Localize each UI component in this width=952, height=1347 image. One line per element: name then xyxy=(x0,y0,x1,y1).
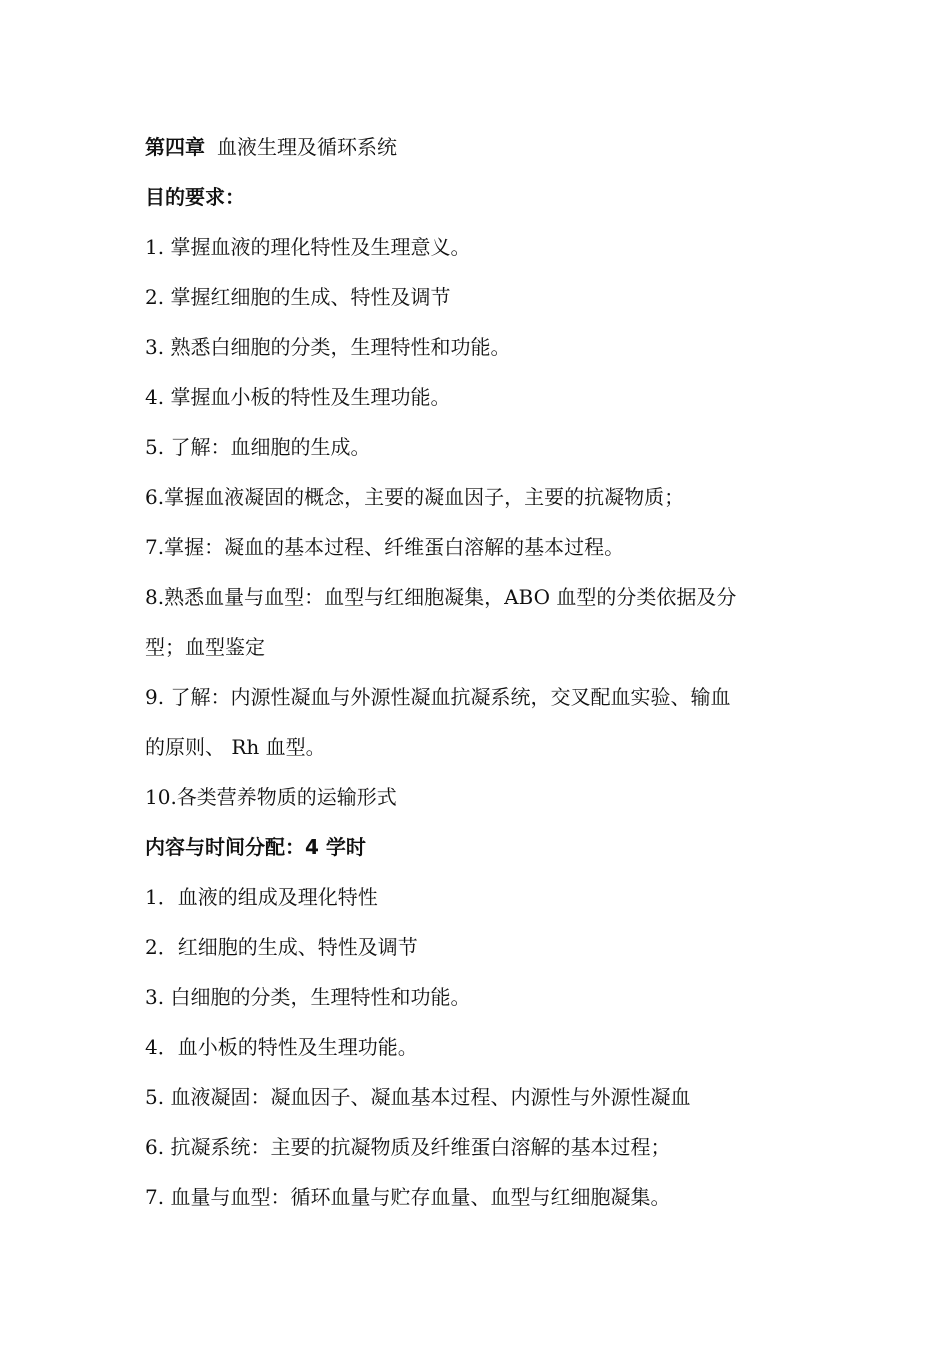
objective-item: 9. 了解：内源性凝血与外源性凝血抗凝系统，交叉配血实验、输血 xyxy=(145,685,731,709)
objective-item: 7.掌握：凝血的基本过程、纤维蛋白溶解的基本过程。 xyxy=(145,535,625,559)
content-item: 4．血小板的特性及生理功能。 xyxy=(145,1035,418,1059)
objective-item: 5. 了解：血细胞的生成。 xyxy=(145,435,371,459)
chapter-title xyxy=(145,122,825,172)
document-page xyxy=(145,122,825,1222)
objective-item-continuation: 型；血型鉴定 xyxy=(145,635,265,659)
objectives-heading: 目的要求： xyxy=(145,185,245,209)
objective-item: 3. 熟悉白细胞的分类，生理特性和功能。 xyxy=(145,335,511,359)
content-item: 5. 血液凝固：凝血因子、凝血基本过程、内源性与外源性凝血 xyxy=(145,1085,691,1109)
objective-item: 10.各类营养物质的运输形式 xyxy=(145,785,397,809)
content-item: 6. 抗凝系统：主要的抗凝物质及纤维蛋白溶解的基本过程； xyxy=(145,1135,671,1159)
content-item: 3. 白细胞的分类，生理特性和功能。 xyxy=(145,985,471,1009)
content-item: 1．血液的组成及理化特性 xyxy=(145,885,378,909)
objective-item-continuation: 的原则、 Rh 血型。 xyxy=(145,735,326,759)
content-item: 2．红细胞的生成、特性及调节 xyxy=(145,935,418,959)
chapter-name: 血液生理及循环系统 xyxy=(217,135,397,159)
content-heading: 内容与时间分配：4 学时 xyxy=(145,835,366,859)
objective-item: 8.熟悉血量与血型：血型与红细胞凝集，ABO 血型的分类依据及分 xyxy=(145,585,737,609)
objective-item: 6.掌握血液凝固的概念，主要的凝血因子，主要的抗凝物质； xyxy=(145,485,685,509)
objective-item: 2. 掌握红细胞的生成、特性及调节 xyxy=(145,285,451,309)
objective-item: 1. 掌握血液的理化特性及生理意义。 xyxy=(145,235,471,259)
content-item: 7. 血量与血型：循环血量与贮存血量、血型与红细胞凝集。 xyxy=(145,1185,671,1209)
objective-item: 4. 掌握血小板的特性及生理功能。 xyxy=(145,385,451,409)
chapter-number: 第四章 xyxy=(145,135,205,159)
